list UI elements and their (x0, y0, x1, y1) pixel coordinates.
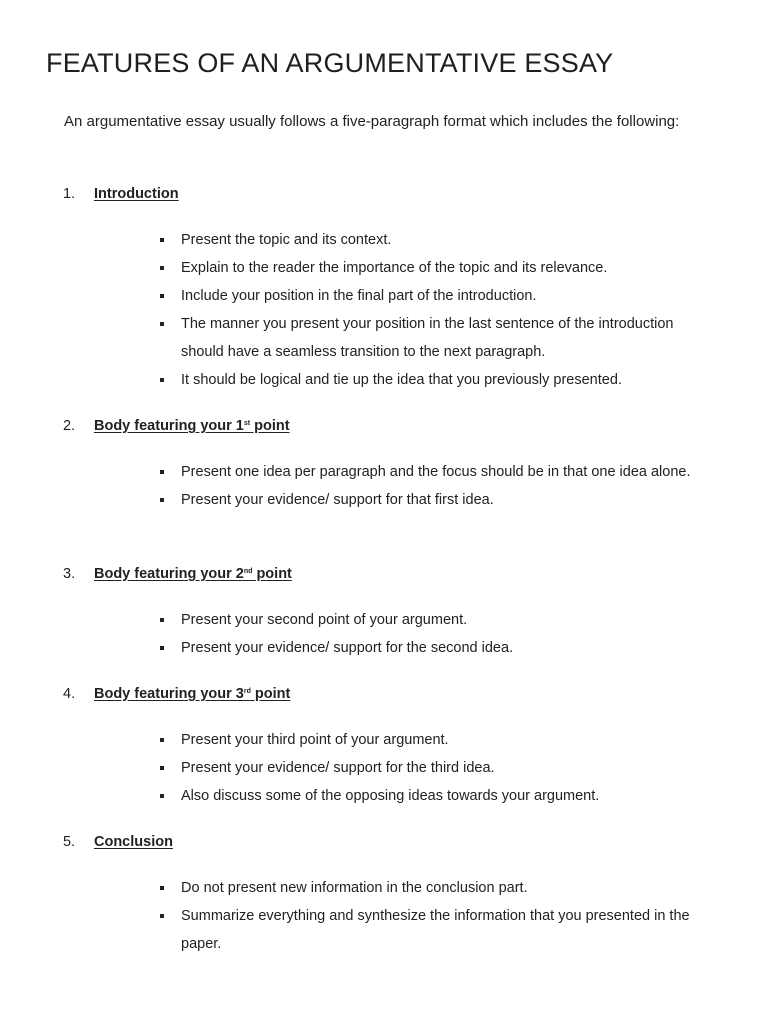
bullet-list-body-2 (160, 606, 720, 662)
square-bullet-icon (160, 766, 164, 770)
bullet-list-introduction (160, 226, 720, 394)
bullet-item: It should be logical and tie up the idea that you previously presented. (160, 366, 720, 394)
square-bullet-icon (160, 618, 164, 622)
section-number: 4. (63, 686, 76, 702)
bullet-item: Summarize everything and synthesize the information that you presented in the paper. (160, 902, 720, 958)
section-label: Body featuring your 3rd point (94, 686, 291, 702)
section-heading-introduction (63, 184, 179, 204)
bullet-item: Do not present new information in the conclusion part. (160, 874, 720, 902)
square-bullet-icon (160, 794, 164, 798)
bullet-item: Present your second point of your argument. (160, 606, 720, 634)
bullet-item: Explain to the reader the importance of the topic and its relevance. (160, 254, 720, 282)
section-number: 1. (63, 186, 76, 202)
square-bullet-icon (160, 470, 164, 474)
square-bullet-icon (160, 322, 164, 326)
intro-paragraph: An argumentative essay usually follows a five-paragraph format which includes the following: (64, 113, 680, 130)
square-bullet-icon (160, 294, 164, 298)
section-label: Body featuring your 2nd point (94, 566, 292, 582)
bullet-item: Present the topic and its context. (160, 226, 720, 254)
section-number: 3. (63, 566, 76, 582)
bullet-item: The manner you present your position in the last sentence of the introduction should have a seamless transition to the next paragraph. (160, 310, 720, 366)
section-number: 2. (63, 418, 76, 434)
bullet-list-conclusion (160, 874, 720, 958)
bullet-item: Present your evidence/ support for that first idea. (160, 486, 720, 514)
bullet-item: Present your third point of your argument. (160, 726, 720, 754)
section-heading-body-3 (63, 684, 290, 704)
square-bullet-icon (160, 738, 164, 742)
section-number: 5. (63, 834, 76, 850)
square-bullet-icon (160, 646, 164, 650)
square-bullet-icon (160, 266, 164, 270)
section-heading-body-1 (63, 416, 290, 436)
section-label: Introduction (94, 186, 179, 202)
bullet-item: Include your position in the final part of the introduction. (160, 282, 720, 310)
bullet-item: Present one idea per paragraph and the focus should be in that one idea alone. (160, 458, 720, 486)
section-heading-conclusion (63, 832, 173, 852)
bullet-item: Also discuss some of the opposing ideas towards your argument. (160, 782, 720, 810)
bullet-item: Present your evidence/ support for the second idea. (160, 634, 720, 662)
square-bullet-icon (160, 238, 164, 242)
bullet-list-body-1 (160, 458, 720, 514)
square-bullet-icon (160, 886, 164, 890)
square-bullet-icon (160, 914, 164, 918)
square-bullet-icon (160, 498, 164, 502)
page-title: FEATURES OF AN ARGUMENTATIVE ESSAY (46, 48, 614, 78)
bullet-item: Present your evidence/ support for the third idea. (160, 754, 720, 782)
square-bullet-icon (160, 378, 164, 382)
bullet-list-body-3 (160, 726, 720, 810)
section-label: Conclusion (94, 834, 173, 850)
section-label: Body featuring your 1st point (94, 418, 290, 434)
section-heading-body-2 (63, 564, 292, 584)
